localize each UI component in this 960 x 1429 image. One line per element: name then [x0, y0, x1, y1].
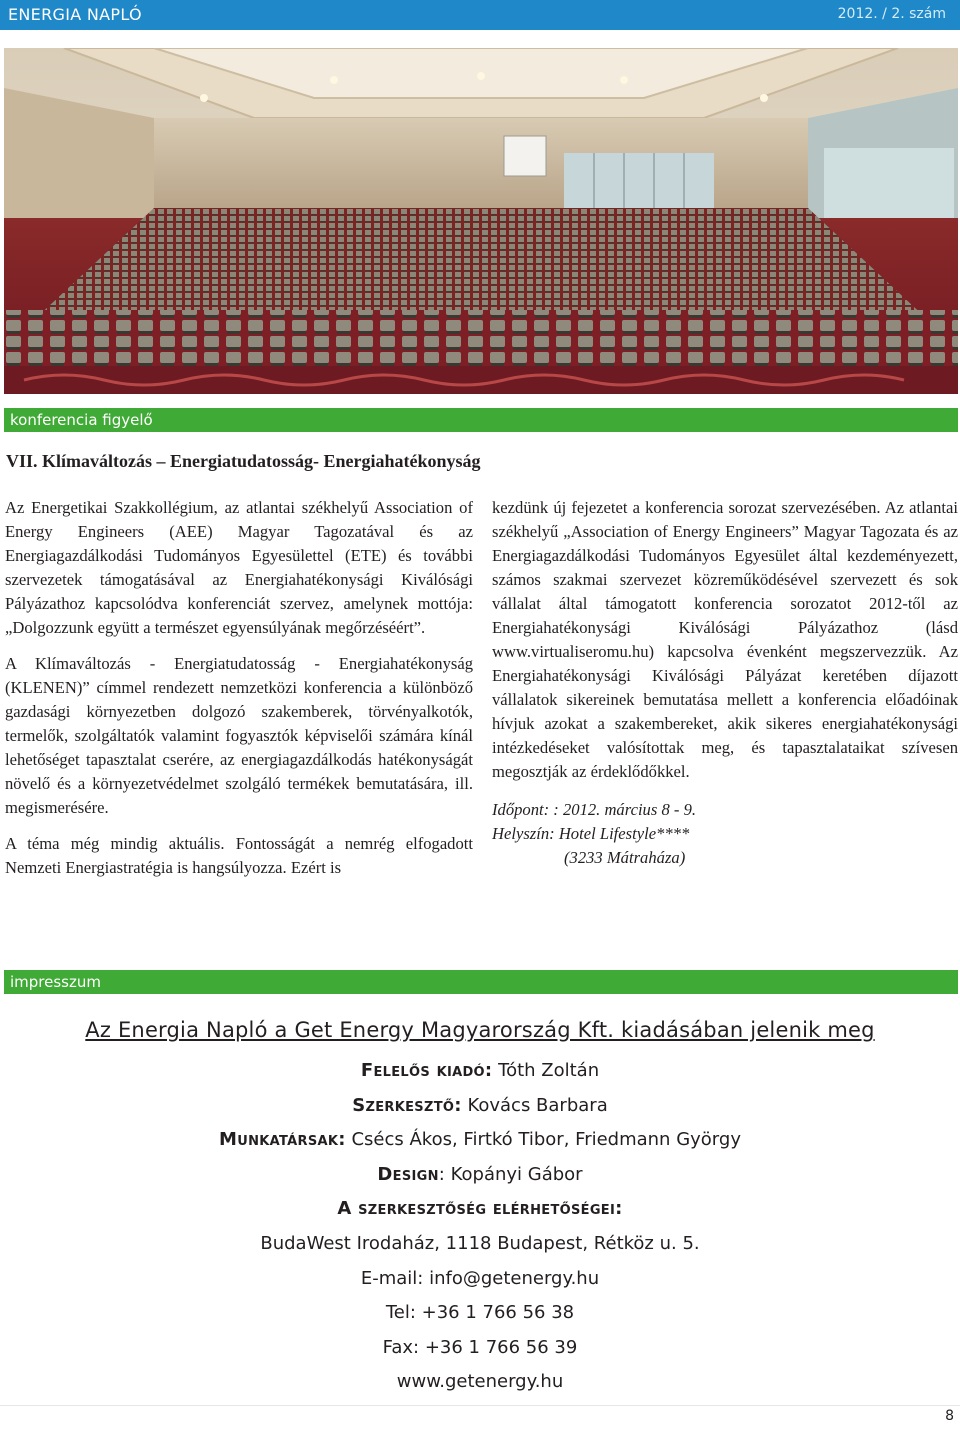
article-paragraph: kezdünk új fejezetet a konferencia sorozat szervezésében. Az atlantai székhelyű „Association of Energy Engineers” Magyar Tagozata és az Energiagazdálkodási Tudományos Egyesület által kezdeményezett, számos szakmai szervezet közreműködésével szervezett és sok vállalat által támogatott konferencia sorozatot 2012-től az Energiahatékonysági Kiválósági Pályázathoz (lásd www.virtualiseromu.hu) kapcsolva évenként megszervezzük. Az Energiahatékonysági Kiválósági Pályázat keretében díjazott vállalatok sikereinek bemutatása mellett a konferencia előadóinak hívjuk azokat a szakembereket, akik sikeres energiahatékonysági intézkedéseket valósítottak meg, és tapasztalataikat szívesen megosztják az érdeklődőkkel.	[492, 498, 958, 781]
event-address: (3233 Mátraháza)	[564, 848, 686, 867]
conference-hall-photo	[4, 48, 958, 394]
section-bar-impressum	[4, 970, 958, 994]
design-label: Design	[377, 1163, 439, 1185]
article-column-right	[492, 496, 958, 870]
issue-number: 2012. / 2. szám	[837, 6, 946, 22]
section-title-impressum: impresszum	[10, 973, 101, 991]
event-details	[492, 798, 958, 870]
header-bar	[0, 0, 960, 30]
contact-web[interactable]: www.getenergy.hu	[396, 1371, 564, 1393]
article-paragraph: A Klímaváltozás - Energiatudatosság - Energiahatékonyság (KLENEN)” címmel rendezett nemzetközi konferencia a különböző gazdasági környezetben dolgozó szakemberek, törvényalkotók, termelők, szolgáltatók valamint fogyasztók képviselői számára kínál lehetőséget tapasztalat cserére, az energiagazdálkodás hatékonyságát növelő és a környezetvédelmet szolgáló termékek bemutatására, ill. megismerésére.	[5, 654, 473, 817]
staff	[0, 1123, 960, 1158]
article-paragraph: A téma még mindig aktuális. Fontosságát a nemrég elfogadott Nemzeti Energiastratégia is hangsúlyozza. Ezért is	[5, 834, 473, 877]
design-value: Kopányi Gábor	[450, 1163, 583, 1185]
event-venue: Helyszín: Hotel Lifestyle****	[492, 824, 690, 843]
magazine-title: ENERGIA NAPLÓ	[8, 5, 142, 24]
article-paragraph: Az Energetikai Szakkollégium, az atlantai székhelyű Association of Energy Engineers (AEE) Magyar Tagozatával és az Energiagazdálkodási Tudományos Egyesülettel (ETE) és további szervezetek támogatásával az Energiahatékonysági Kiválósági Pályázathoz kapcsolódva konferenciát szervez, amelynek mottója: „Dolgozzunk együtt a természet egyensúlyának megőrzéséért”.	[5, 498, 473, 637]
publisher-line: Az Energia Napló a Get Energy Magyarország Kft. kiadásában jelenik meg	[85, 1018, 875, 1042]
responsible-value: Tóth Zoltán	[498, 1060, 600, 1081]
article-headline: VII. Klímaváltozás – Energiatudatosság- Energiahatékonyság	[6, 451, 481, 471]
contact-fax: Fax: +36 1 766 56 39	[382, 1336, 578, 1358]
article-column-left	[5, 496, 473, 892]
design: Design: Kopányi Gábor	[377, 1163, 583, 1185]
contact-address: BudaWest Irodaház, 1118 Budapest, Rétköz u. 5.	[260, 1232, 700, 1254]
event-date: Időpont: : 2012. március 8 - 9.	[492, 800, 697, 819]
footer-divider	[0, 1405, 960, 1406]
contact-email[interactable]: E-mail: info@getenergy.hu	[360, 1267, 600, 1289]
editor	[0, 1089, 960, 1124]
contacts-heading	[0, 1192, 960, 1227]
staff-label: Munkatársak:	[219, 1129, 346, 1151]
contact-tel: Tel: +36 1 766 56 38	[385, 1302, 575, 1324]
section-title-conference: konferencia figyelő	[10, 411, 153, 429]
editor-label: Szerkesztő:	[352, 1094, 462, 1116]
section-bar-conference	[4, 408, 958, 432]
responsible-publisher	[0, 1054, 960, 1089]
page-number: 8	[945, 1408, 954, 1424]
responsible-label: Felelős kiadó:	[360, 1060, 493, 1081]
contacts-label: A szerkesztőség elérhetőségei:	[337, 1198, 623, 1220]
editor-value: Kovács Barbara	[467, 1094, 608, 1116]
staff-value: Csécs Ákos, Firtkó Tibor, Friedmann György	[351, 1129, 741, 1151]
imprint-block	[0, 1018, 960, 1400]
